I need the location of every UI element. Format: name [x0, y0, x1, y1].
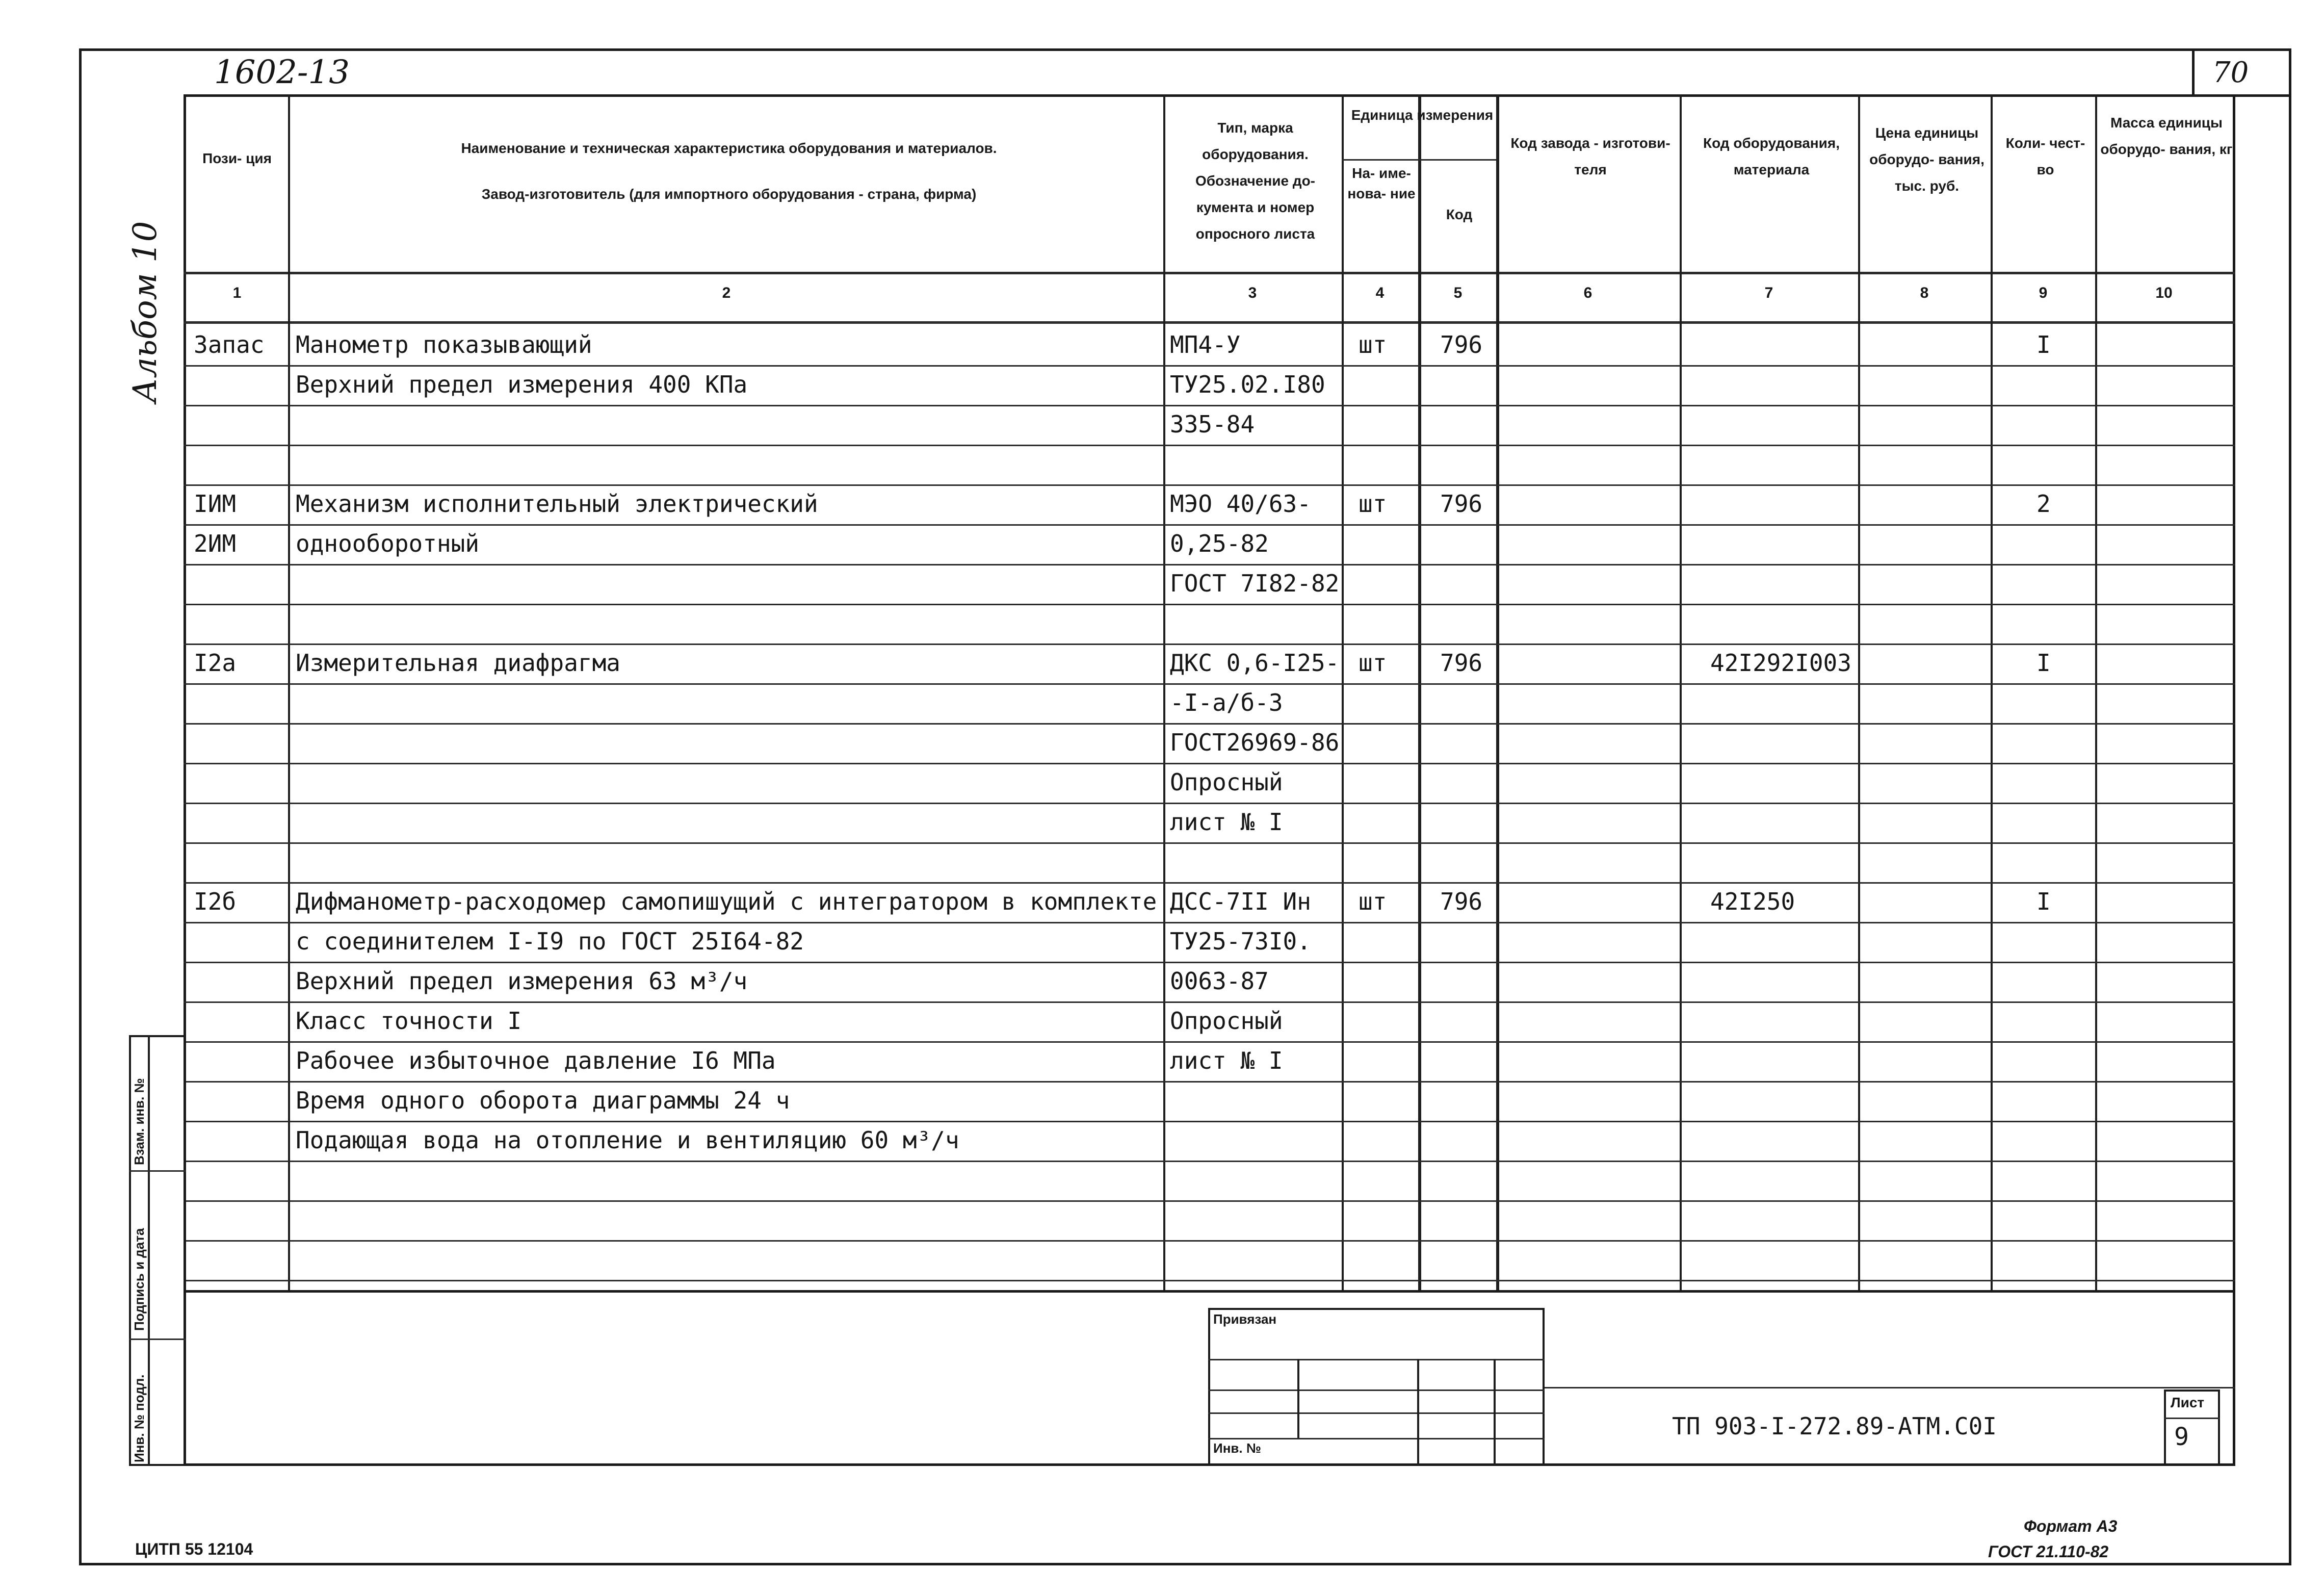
quantity-cell: I: [2036, 888, 2051, 915]
header-col10: Масса единицы оборудо- вания, кг: [2100, 115, 2233, 157]
header-col6: Код завода - изготови- теля: [1510, 135, 1670, 177]
type-cell: Опросный: [1170, 1007, 1283, 1035]
type-cell: ТУ25.02.I80: [1170, 371, 1325, 398]
colnum-bottom-rule: [184, 321, 2235, 324]
row-rule: [184, 365, 2235, 367]
format-label: Формат А3: [2024, 1517, 2118, 1535]
type-cell: лист № I: [1170, 1047, 1283, 1074]
document-code: ТП 903-I-272.89-АТМ.С0I: [1672, 1412, 1997, 1440]
row-rule: [184, 1280, 2235, 1281]
privyazan-label: Привязан: [1213, 1311, 1277, 1327]
name-cell: Класс точности I: [296, 1007, 522, 1035]
row-rule: [184, 882, 2235, 884]
unit-code-cell: 796: [1440, 490, 1483, 518]
type-cell: МЭО 40/63-: [1170, 490, 1311, 518]
unit-subheader-rule: [1342, 159, 1496, 161]
row-rule: [184, 643, 2235, 645]
col-line: [1342, 94, 1344, 1293]
standard-label: ГОСТ 21.110-82: [1988, 1542, 2109, 1561]
header-col3: Тип, марка оборудования. Обозначение до- кумента и номер опросного листа: [1195, 120, 1316, 242]
type-cell: ГОСТ 7I82-82: [1170, 570, 1340, 597]
header-col5: Код: [1446, 207, 1473, 222]
row-rule: [184, 1121, 2235, 1122]
name-cell: однооборотный: [296, 530, 480, 557]
row-rule: [184, 1001, 2235, 1003]
position-cell: I2а: [194, 649, 237, 677]
col-line: [1163, 94, 1165, 1293]
sheet-number: 9: [2174, 1423, 2189, 1451]
position-cell: I2б: [194, 888, 237, 915]
sheet-number-rule: [2164, 1418, 2220, 1419]
row-rule: [184, 564, 2235, 565]
colnum-8: 8: [1920, 285, 1929, 301]
row-rule: [184, 604, 2235, 605]
unit-cell: шт: [1359, 331, 1387, 358]
row-rule: [184, 962, 2235, 963]
position-cell: IИМ: [194, 490, 237, 518]
col-line: [1991, 94, 1993, 1293]
quantity-cell: I: [2036, 331, 2051, 358]
header-col7: Код оборудования, материала: [1703, 135, 1840, 177]
header-col1: Пози- ция: [202, 150, 272, 166]
equipment-code-cell: 42I250: [1710, 888, 1795, 915]
name-cell: Рабочее избыточное давление I6 МПа: [296, 1047, 776, 1074]
row-rule: [184, 445, 2235, 446]
header-col2-line1: Наименование и техническая характеристика оборудования и материалов.: [461, 140, 997, 156]
name-cell: Дифманометр-расходомер самопишущий с интегратором в комплекте: [296, 888, 1157, 915]
equipment-code-cell: 42I292I003: [1710, 649, 1851, 677]
col-line: [2095, 94, 2097, 1293]
name-cell: Верхний предел измерения 63 м³/ч: [296, 967, 748, 995]
colnum-7: 7: [1764, 285, 1773, 301]
row-rule: [184, 683, 2235, 685]
type-cell: 335-84: [1170, 410, 1255, 438]
row-rule: [184, 763, 2235, 764]
page-number: 70: [2212, 56, 2249, 89]
stamp-vline: [1494, 1359, 1496, 1466]
header-col4: На- име- нова- ние: [1347, 165, 1416, 201]
side-stamp-rule: [129, 1170, 186, 1172]
type-cell: 0,25-82: [1170, 530, 1269, 557]
inv-no-label: Инв. №: [1213, 1440, 1261, 1456]
colnum-10: 10: [2155, 285, 2173, 301]
quantity-cell: 2: [2036, 490, 2051, 518]
header-col9: Коли- чест- во: [2005, 135, 2085, 177]
unit-code-cell: 796: [1440, 331, 1483, 358]
row-rule: [184, 405, 2235, 406]
row-rule: [184, 1081, 2235, 1083]
quantity-cell: I: [2036, 649, 2051, 677]
name-cell: Подающая вода на отопление и вентиляцию 60 м³/ч: [296, 1126, 959, 1154]
colnum-3: 3: [1248, 285, 1257, 301]
header-bottom-rule: [184, 272, 2235, 274]
type-cell: -I-а/б-3: [1170, 689, 1283, 716]
name-cell: с соединителем I-I9 по ГОСТ 25I64-82: [296, 928, 804, 955]
row-rule: [184, 1200, 2235, 1202]
colnum-1: 1: [232, 285, 242, 301]
col-line: [1496, 94, 1499, 1293]
unit-code-cell: 796: [1440, 888, 1483, 915]
side-label-podpis: Подпись и дата: [132, 1228, 147, 1331]
row-rule: [184, 723, 2235, 725]
unit-cell: шт: [1359, 490, 1387, 518]
row-rule: [184, 922, 2235, 923]
row-rule: [184, 1240, 2235, 1242]
colnum-5: 5: [1453, 285, 1463, 301]
name-cell: Верхний предел измерения 400 КПа: [296, 371, 748, 398]
name-cell: Механизм исполнительный электрический: [296, 490, 818, 518]
colnum-9: 9: [2039, 285, 2048, 301]
type-cell: ДСС-7II Ин: [1170, 888, 1311, 915]
type-cell: ДКС 0,6-I25-: [1170, 649, 1340, 677]
col-line: [288, 94, 290, 1293]
stamp-doc-rule: [1545, 1387, 2235, 1388]
handwritten-code: 1602-13: [214, 54, 350, 91]
name-cell: Измерительная диафрагма: [296, 649, 620, 677]
type-cell: ТУ25-73I0.: [1170, 928, 1311, 955]
stamp-vline: [1417, 1359, 1419, 1466]
handwritten-album: Альбом 10: [126, 221, 164, 403]
header-unit-group: Единица измерения: [1351, 107, 1494, 123]
col-line: [1418, 94, 1421, 1293]
row-rule: [184, 1041, 2235, 1043]
row-rule: [184, 484, 2235, 486]
unit-code-cell: 796: [1440, 649, 1483, 677]
position-cell: Запас: [194, 331, 265, 358]
unit-cell: шт: [1359, 649, 1387, 677]
sheet-label: Лист: [2171, 1395, 2205, 1410]
type-cell: Опросный: [1170, 768, 1283, 796]
bottom-left-code: ЦИТП 55 12104: [135, 1540, 253, 1558]
colnum-2: 2: [722, 285, 731, 301]
col-line: [1680, 94, 1682, 1293]
type-cell: 0063-87: [1170, 967, 1269, 995]
type-cell: лист № I: [1170, 808, 1283, 836]
side-stamp-vline: [148, 1035, 150, 1466]
side-label-vzam: Взам. инв. №: [132, 1078, 147, 1165]
row-rule: [184, 524, 2235, 526]
col-line: [1858, 94, 1860, 1293]
side-stamp-rule: [129, 1338, 186, 1340]
type-cell: ГОСТ26969-86: [1170, 729, 1340, 756]
side-label-inv-podl: Инв. № подл.: [132, 1374, 147, 1462]
name-cell: Время одного оборота диаграммы 24 ч: [296, 1087, 790, 1114]
row-rule: [184, 842, 2235, 844]
name-cell: Манометр показывающий: [296, 331, 592, 358]
header-col8: Цена единицы оборудо- вания, тыс. руб.: [1869, 125, 1984, 194]
unit-cell: шт: [1359, 888, 1387, 915]
row-rule: [184, 803, 2235, 804]
colnum-6: 6: [1583, 285, 1592, 301]
position-cell: 2ИМ: [194, 530, 237, 557]
type-cell: МП4-У: [1170, 331, 1241, 358]
header-col2-line2: Завод-изготовитель (для импортного оборудования - страна, фирма): [481, 186, 977, 202]
row-rule: [184, 1161, 2235, 1162]
stamp-vline: [1297, 1359, 1299, 1438]
colnum-4: 4: [1375, 285, 1385, 301]
